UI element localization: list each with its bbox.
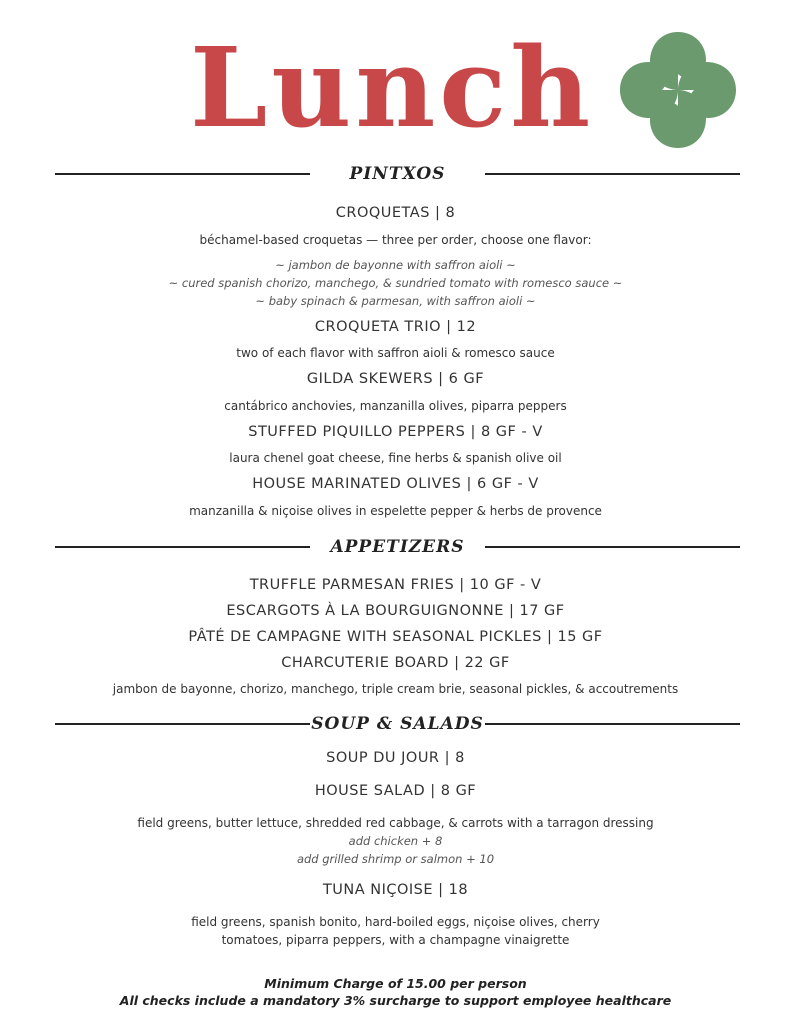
divider-line: [55, 546, 310, 548]
add-on-option: add chicken + 8: [348, 834, 443, 848]
divider-line: [485, 173, 740, 175]
menu-item-tuna-nicoise: TUNA NIÇOISE | 18: [322, 882, 469, 898]
flavor-option: ~ cured spanish chorizo, manchego, & sundried tomato with romesco sauce ~: [168, 276, 623, 290]
divider-line: [55, 173, 310, 175]
section-header-pintxos: [55, 162, 740, 186]
menu-item-house-salad: HOUSE SALAD | 8 GF: [314, 783, 477, 799]
item-description: field greens, spanish bonito, hard-boiled eggs, niçoise olives, cherry: [191, 915, 600, 929]
section-title: APPETIZERS: [330, 537, 465, 557]
item-description: béchamel-based croquetas — three per order, choose one flavor:: [199, 233, 592, 247]
item-description: laura chenel goat cheese, fine herbs & spanish olive oil: [229, 451, 562, 465]
menu-item-truffle-parmesan-fries: TRUFFLE PARMESAN FRIES | 10 GF - V: [249, 577, 542, 593]
section-title: SOUP & SALADS: [311, 714, 484, 734]
item-description: manzanilla & niçoise olives in espelette pepper & herbs de provence: [189, 504, 602, 518]
add-on-option: add grilled shrimp or salmon + 10: [296, 852, 495, 866]
divider-line: [485, 723, 740, 725]
menu-item-gilda-skewers: GILDA SKEWERS | 6 GF: [306, 371, 485, 387]
item-description: tomatoes, piparra peppers, with a champagne vinaigrette: [221, 933, 570, 947]
menu-item-charcuterie-board: CHARCUTERIE BOARD | 22 GF: [281, 655, 510, 671]
basque-cross-lauburu-icon: [608, 20, 748, 160]
item-description: jambon de bayonne, chorizo, manchego, triple cream brie, seasonal pickles, & accoutrements: [112, 682, 679, 696]
flavor-option: ~ jambon de bayonne with saffron aioli ~: [275, 258, 516, 272]
section-header-soup-salads: [55, 712, 740, 736]
divider-line: [485, 546, 740, 548]
menu-item-house-marinated-olives: HOUSE MARINATED OLIVES | 6 GF - V: [252, 476, 539, 492]
section-header-appetizers: [55, 535, 740, 559]
menu-item-pate-de-campagne: PÂTÉ DE CAMPAGNE WITH SEASONAL PICKLES | 15 GF: [188, 629, 603, 645]
divider-line: [55, 723, 310, 725]
minimum-charge-note: Minimum Charge of 15.00 per person: [264, 976, 527, 991]
surcharge-note: All checks include a mandatory 3% surcharge to support employee healthcare: [119, 993, 672, 1008]
item-description: two of each flavor with saffron aioli & romesco sauce: [236, 346, 555, 360]
section-title: PINTXOS: [349, 164, 446, 184]
menu-item-stuffed-piquillo-peppers: STUFFED PIQUILLO PEPPERS | 8 GF - V: [248, 424, 543, 440]
menu-item-soup-du-jour: SOUP DU JOUR | 8: [326, 750, 465, 766]
menu-item-escargots: ESCARGOTS À LA BOURGUIGNONNE | 17 GF: [226, 603, 565, 619]
flavor-option: ~ baby spinach & parmesan, with saffron aioli ~: [255, 294, 536, 308]
menu-item-croqueta-trio: CROQUETA TRIO | 12: [314, 319, 477, 335]
menu-title: Lunch: [190, 23, 595, 152]
menu-item-croquetas: CROQUETAS | 8: [335, 205, 456, 221]
item-description: cantábrico anchovies, manzanilla olives, piparra peppers: [224, 399, 567, 413]
item-description: field greens, butter lettuce, shredded red cabbage, & carrots with a tarragon dressing: [137, 816, 654, 830]
